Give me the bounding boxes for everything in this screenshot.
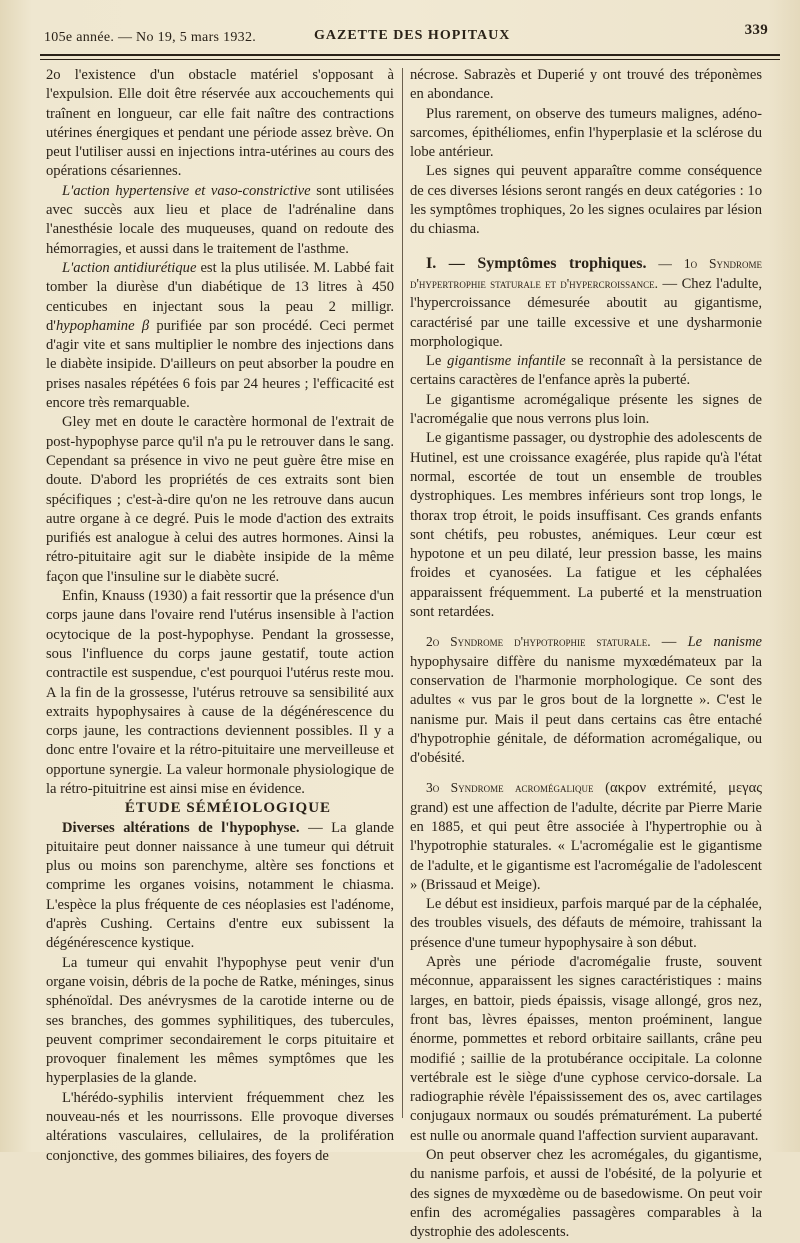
- paragraph: Le gigantisme infantile se reconnaît à la persistance de certains caractères de l'enfance après la puberté.: [410, 353, 762, 389]
- paragraph-lead: L'action antidiurétique: [62, 259, 197, 276]
- section-title: ÉTUDE SÉMÉIOLOGIQUE: [124, 800, 332, 817]
- paragraph-lead: L'action hypertensive et vaso-constrictive: [62, 182, 311, 199]
- paragraph: Diverses altérations de l'hypophyse. — La glande pituitaire peut donner naissance à une tumeur qui détruit plus ou moins son parenchyme, altère ses fonctions et comprime les organes voisins, notamment le chiasma. L'espèce la plus fréquente de ces néoplasies est l'adénome, d'après Cushing. Certains d'entre eux subissent la dégénérescence kystique.: [46, 819, 394, 952]
- paragraph: nécrose. Sabrazès et Duperié y ont trouvé des tréponèmes en abondance.: [410, 67, 762, 103]
- column-divider: [402, 68, 403, 1118]
- paragraph: 3o Syndrome acromégalique (ακρον extrémité, μεγας grand) est une affection de l'adulte, décrite par Pierre Marie en 1885, et qui peut être associée à l'hypertrophie ou à l'hypotrophie staturales. « L'acromégalie est le gigantisme de l'adulte, et le gigantisme est l'acromégalie de l'adolescent » (Brissaud et Meige).: [410, 780, 762, 893]
- paragraph: L'hérédo-syphilis intervient fréquemment chez les nouveau-nés et les nourrissons. Elle provoque diverses altérations vasculaires, cellulaires, de la prolifération conjonctive, des gommes biliaires, des foyers de: [46, 1089, 394, 1164]
- paragraph: Plus rarement, on observe des tumeurs malignes, adéno-sarcomes, épithéliomes, enfin l'hyperplasie et la sclérose du lobe antérieur.: [410, 105, 762, 161]
- page-number: 339: [744, 22, 768, 38]
- paragraph: La tumeur qui envahit l'hypophyse peut venir d'un organe voisin, débris de la poche de Ratke, méninges, sinus sphénoïdal. Des anévrysmes de la carotide interne ou de ses branches, des gommes syphilitiques, des tubercules, peuvent comprimer secondairement le corps pituitaire et provoquer finalement les mêmes symptômes que les hyperplasies de la glande.: [46, 954, 394, 1087]
- issue-info: 105e année. — No 19, 5 mars 1932.: [44, 30, 257, 45]
- subsection-title: Diverses altérations de l'hypophyse.: [62, 819, 300, 836]
- paragraph: Les signes qui peuvent apparaître comme conséquence de ces diverses lésions seront rangés en deux catégories : 1o les symptômes trophiques, 2o les signes oculaires par lésion du chiasma.: [410, 163, 762, 238]
- syndrome-heading: — 1o Syndrome d'hypertrophie staturale et d'hypercroissance.: [410, 255, 763, 291]
- subsection-title: I. — Symptômes trophiques.: [426, 254, 647, 272]
- paragraph: Le gigantisme passager, ou dystrophie des adolescents de Hutinel, est une croissance exagérée, plus rapide qu'à l'état normal, escortée de tout un ensemble de troubles dystrophiques. Les membres inférieurs sont trop longs, le thorax trop étroit, le poids insuffisant. Ces grands enfants sont chétifs, peu robustes, anémiques. Leur cœur est hypotone et un peu dilaté, leur pression basse, les mains froides et cyanosées. La fatigue et les céphalées apparaissent fréquemment. La puberté et la menstruation sont retardées.: [410, 430, 762, 621]
- journal-title: GAZETTE DES HOPITAUX: [314, 28, 511, 43]
- header-rule-thick: [40, 54, 780, 56]
- paragraph: On peut observer chez les acromégales, du gigantisme, du nanisme parfois, et aussi de l'obésité, de la polyurie et des signes de myxœdème ou de basedowisme. On peut voir enfin des acromégalies passagères comparables à la dystrophie des adolescents.: [410, 1147, 762, 1241]
- left-column: [46, 66, 394, 1166]
- paragraph: L'action hypertensive et vaso-constrictive sont utilisées avec succès aux lieu et place de l'adrénaline dans l'anesthésie locale des muqueuses, quand on redoute des hémorragies, et aussi dans le traitement de l'asthme.: [46, 182, 394, 257]
- right-column: [410, 66, 762, 1243]
- paragraph: 2o Syndrome d'hypotrophie staturale. — Le nanisme hypophysaire diffère du nanisme myxœdémateux par la conservation de l'harmonie morphologique. Ce sont des adultes « vus par le gros bout de la lorgnette ». C'est le nanisme pur. Mais il peut dans certains cas être entaché d'hypotrophie génitale, de déformation acromégalique, ou d'obésité.: [410, 634, 762, 767]
- syndrome-heading: 3o Syndrome acromégalique: [426, 780, 594, 796]
- syndrome-heading: 2o Syndrome d'hypotrophie staturale.: [426, 634, 651, 650]
- header-rule-thin: [40, 59, 780, 60]
- paragraph: Gley met en doute le caractère hormonal de l'extrait de post-hypophyse parce qu'il n'a pu le retrouver dans le sang. Cependant sa présence in vivo ne peut guère être mise en doute. D'abord les propriétés de ces extraits sont bien spécifiques ; c'est-à-dire qu'on ne les retrouve dans aucun autre organe à ce degré. Puis le mode d'action des extraits purifiés est analogue à celui des autres hormones. Ainsi la rétro-pituitaire agit sur le diabète insipide de la même façon que l'insuline sur le diabète sucré.: [46, 414, 394, 585]
- paragraph: Le gigantisme acromégalique présente les signes de l'acromégalie que nous verrons plus loin.: [410, 391, 762, 428]
- paragraph: 2o l'existence d'un obstacle matériel s'opposant à l'expulsion. Elle doit être réservée aux accouchements qui traînent en longueur, car elle fait naître des contractions utérines énergiques et pendant une période assez brève. On peut l'utiliser aussi en injections intra-utérines au cours des opérations césariennes.: [46, 67, 394, 180]
- paragraph: I. — Symptômes trophiques. — 1o Syndrome d'hypertrophie staturale et d'hypercroissance. — Chez l'adulte, l'hypercroissance démesurée aboutit au gigantisme, caractérisé par une taille excessive et une dysharmonie morphologique.: [410, 254, 763, 350]
- paragraph: Le début est insidieux, parfois marqué par de la céphalée, des troubles visuels, des défauts de mémoire, trahissant la présence d'une tumeur hypophysaire à son début.: [410, 896, 762, 951]
- paragraph: Après une période d'acromégalie fruste, souvent méconnue, apparaissent les signes caractéristiques : mains larges, en battoir, pieds épaissis, visage allongé, gros nez, front bas, lèvres épaisses, menton proéminent, langue énorme, pommettes et rebord orbitaire saillants, crâne peu modifié ; saillie de la protubérance occipitale. La colonne vertébrale est le siège d'une cyphose cervico-dorsale. La radiographie révèle l'épaississement des os, avec cartilages conjugaux normaux ou soudés prématurément. La puberté est nulle ou anormale quand l'affection survient auparavant.: [410, 954, 762, 1144]
- paragraph: L'action antidiurétique est la plus utilisée. M. Labbé fait tomber la diurèse d'un diabétique de 13 litres à 450 centicubes en injectant sous la peau 2 milligr. d'hypophamine β purifiée par son procédé. Ceci permet d'agir vite et sans multiplier le nombre des injections dans le diabète insipide. D'ailleurs on peut absorber la poudre en prises nasales répétées 6 fois par 24 heures ; l'efficacité est encore très remarquable.: [46, 259, 394, 412]
- paragraph: Enfin, Knauss (1930) a fait ressortir que la présence d'un corps jaune dans l'ovaire rend l'utérus insensible à l'action ocytocique de la post-hypophyse. Pendant la grossesse, sous l'influence du corps jaune gestatif, toute action contractile est suspendue, c'est pourquoi l'utérus reste mou. A la fin de la grossesse, l'utérus retrouve sa sensibilité aux extraits hypophysaires à cause de la dégénérescence du corps jaune, les contractions deviennent possibles. Il y a donc entre l'ovaire et la rétro-pituitaire une merveilleuse et opportune synergie. La valeur hormonale physiologique de la rétro-pituitrine est ainsi mise en évidence.: [46, 588, 394, 797]
- running-header: [44, 22, 780, 52]
